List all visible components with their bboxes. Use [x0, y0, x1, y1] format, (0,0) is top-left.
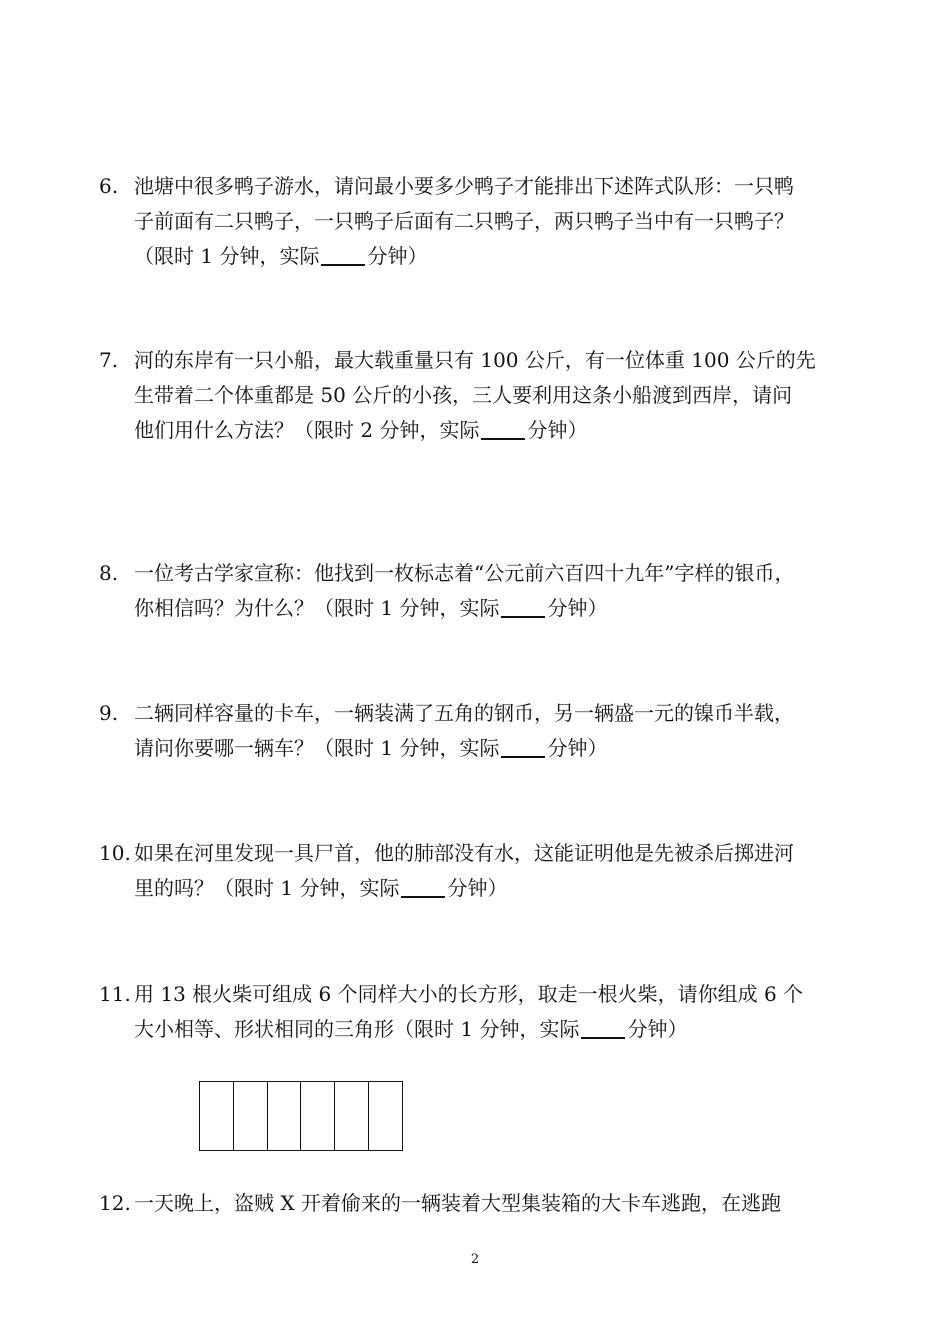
question-number: 6. — [99, 174, 119, 198]
time-limit-text: 他们用什么方法？（限时 2 分钟，实际 — [134, 418, 480, 442]
time-limit-text: 请问你要哪一辆车？（限时 1 分钟，实际 — [134, 736, 500, 760]
time-limit-text: 你相信吗？为什么？（限时 1 分钟，实际 — [134, 596, 500, 620]
question-text: 子前面有二只鸭子，一只鸭子后面有二只鸭子，两只鸭子当中有一只鸭子？ — [134, 209, 794, 233]
time-limit-line — [134, 731, 861, 766]
time-limit-text: 里的吗？（限时 1 分钟，实际 — [134, 876, 400, 900]
question-text: 用 13 根火柴可组成 6 个同样大小的长方形，取走一根火柴，请你组成 6 个 — [134, 982, 804, 1006]
rectangle-cell — [200, 1082, 234, 1150]
time-limit-unit: 分钟） — [547, 596, 608, 620]
question-text: 河的东岸有一只小船，最大载重量只有 100 公斤，有一位体重 100 公斤的先 — [134, 348, 816, 372]
rectangle-cell — [301, 1082, 335, 1150]
question-text: 二辆同样容量的卡车，一辆装满了五角的钢币，另一辆盛一元的镍币半载， — [134, 701, 794, 725]
question-number: 8. — [99, 561, 119, 585]
time-limit-line — [134, 591, 861, 626]
time-limit-line — [134, 413, 861, 448]
answer-blank[interactable] — [481, 416, 525, 440]
time-limit-line — [134, 871, 861, 906]
answer-blank[interactable] — [501, 734, 545, 758]
question-number: 12. — [99, 1191, 131, 1215]
rectangle-cell — [335, 1082, 369, 1150]
rectangle-cell — [369, 1082, 402, 1150]
answer-blank[interactable] — [501, 594, 545, 618]
answer-blank[interactable] — [401, 874, 445, 898]
page-number: 2 — [470, 1252, 480, 1267]
question-text: 一位考古学家宣称：他找到一枚标志着“公元前六百四十九年”字样的银币， — [134, 561, 795, 585]
time-limit-unit: 分钟） — [527, 418, 588, 442]
question-number: 11. — [99, 982, 131, 1006]
time-limit-text: （限时 1 分钟，实际 — [134, 244, 320, 268]
time-limit-line — [134, 239, 861, 274]
time-limit-unit: 分钟） — [547, 736, 608, 760]
answer-blank[interactable] — [321, 242, 365, 266]
question-11 — [99, 977, 861, 1047]
question-12 — [99, 1186, 861, 1221]
question-text: 池塘中很多鸭子游水，请问最小要多少鸭子才能排出下述阵式队形：一只鸭 — [134, 174, 794, 198]
question-number: 7. — [99, 348, 119, 372]
time-limit-line — [134, 1012, 861, 1047]
rectangle-cell — [268, 1082, 302, 1150]
time-limit-text: 大小相等、形状相同的三角形（限时 1 分钟，实际 — [134, 1017, 580, 1041]
question-number: 10. — [99, 841, 131, 865]
question-text: 生带着二个体重都是 50 公斤的小孩，三人要利用这条小船渡到西岸，请问 — [134, 383, 793, 407]
matchstick-rectangles-figure — [199, 1081, 403, 1151]
time-limit-unit: 分钟） — [447, 876, 508, 900]
question-number: 9. — [99, 701, 119, 725]
question-6 — [99, 169, 861, 274]
question-10 — [99, 836, 861, 906]
time-limit-unit: 分钟） — [367, 244, 428, 268]
question-7 — [99, 343, 861, 448]
question-text: 如果在河里发现一具尸首，他的肺部没有水，这能证明他是先被杀后掷进河 — [134, 841, 794, 865]
answer-blank[interactable] — [581, 1015, 625, 1039]
rectangle-cell — [234, 1082, 268, 1150]
question-8 — [99, 556, 861, 626]
time-limit-unit: 分钟） — [627, 1017, 688, 1041]
question-text: 一天晚上，盗贼 X 开着偷来的一辆装着大型集装箱的大卡车逃跑，在逃跑 — [134, 1191, 781, 1215]
question-9 — [99, 696, 861, 766]
